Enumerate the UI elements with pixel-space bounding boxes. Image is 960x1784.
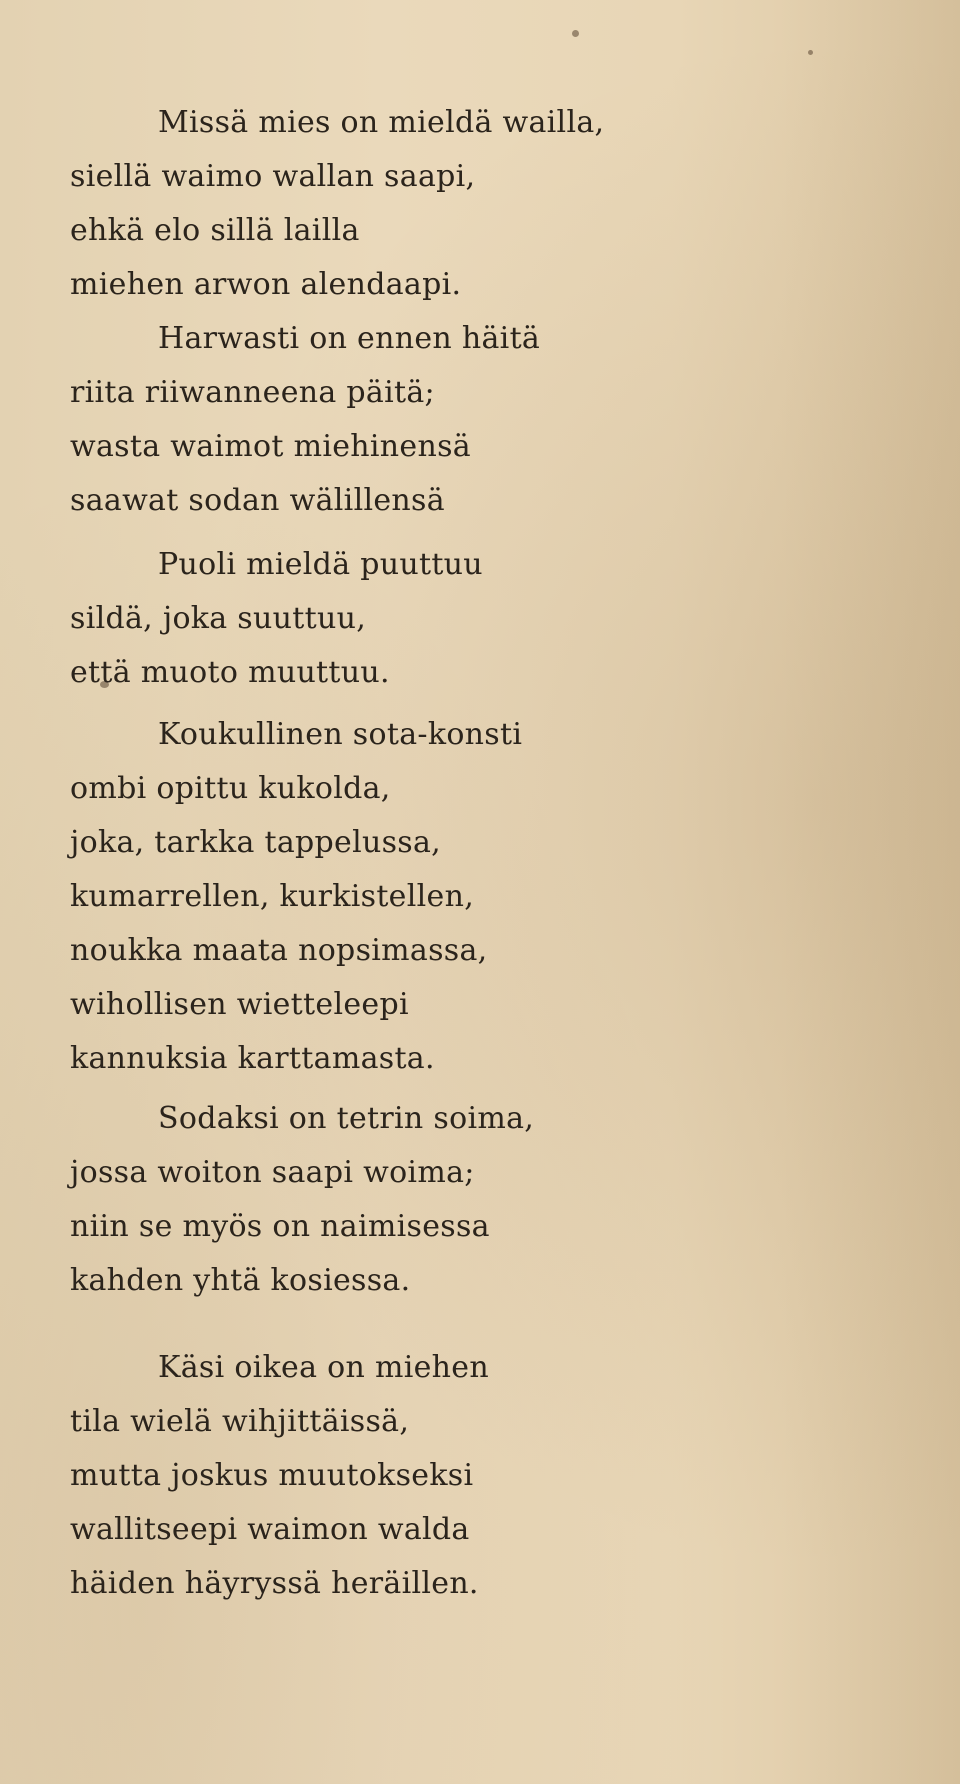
poem-line: siellä waimo wallan saapi,	[70, 159, 476, 194]
poem-line: niin se myös on naimisessa	[70, 1209, 490, 1244]
show-through-shading	[780, 0, 960, 1784]
poem-line: kumarrellen, kurkistellen,	[70, 879, 475, 914]
poem-line: Missä mies on mieldä wailla,	[158, 105, 605, 140]
poem-line: Koukullinen sota-konsti	[158, 717, 523, 752]
stanza	[70, 538, 483, 700]
poem-line: Käsi oikea on miehen	[158, 1350, 489, 1385]
stanza	[70, 708, 522, 1086]
ink-speck	[572, 30, 579, 37]
poem-line: saawat sodan wälillensä	[70, 483, 445, 518]
poem-line: wihollisen wietteleepi	[70, 987, 409, 1022]
poem-line: kannuksia karttamasta.	[70, 1041, 435, 1076]
poem-line: Puoli mieldä puuttuu	[158, 547, 483, 582]
stanza	[70, 312, 540, 528]
poem-line: miehen arwon alendaapi.	[70, 267, 462, 302]
poem-line: kahden yhtä kosiessa.	[70, 1263, 411, 1298]
poem-line: wasta waimot miehinensä	[70, 429, 471, 464]
poem-line: häiden häyryssä heräillen.	[70, 1566, 479, 1601]
poem-line: mutta joskus muutokseksi	[70, 1458, 474, 1493]
stanza	[70, 1092, 534, 1308]
poem-line: noukka maata nopsimassa,	[70, 933, 488, 968]
poem-line: sildä, joka suuttuu,	[70, 601, 367, 636]
poem-line: ombi opittu kukolda,	[70, 771, 391, 806]
poem-line: tila wielä wihjittäissä,	[70, 1404, 410, 1439]
poem-line: että muoto muuttuu.	[70, 655, 390, 690]
poem-line: Sodaksi on tetrin soima,	[158, 1101, 535, 1136]
poem-line: jossa woiton saapi woima;	[70, 1155, 475, 1190]
stanza	[70, 1341, 489, 1611]
ink-speck	[808, 50, 813, 55]
poem-line: wallitseepi waimon walda	[70, 1512, 470, 1547]
poem-line: Harwasti on ennen häitä	[158, 321, 541, 356]
poem-line: riita riiwanneena päitä;	[70, 375, 435, 410]
poem-line: joka, tarkka tappelussa,	[70, 825, 441, 860]
poem-line: ehkä elo sillä lailla	[70, 213, 360, 248]
stanza	[70, 96, 604, 312]
